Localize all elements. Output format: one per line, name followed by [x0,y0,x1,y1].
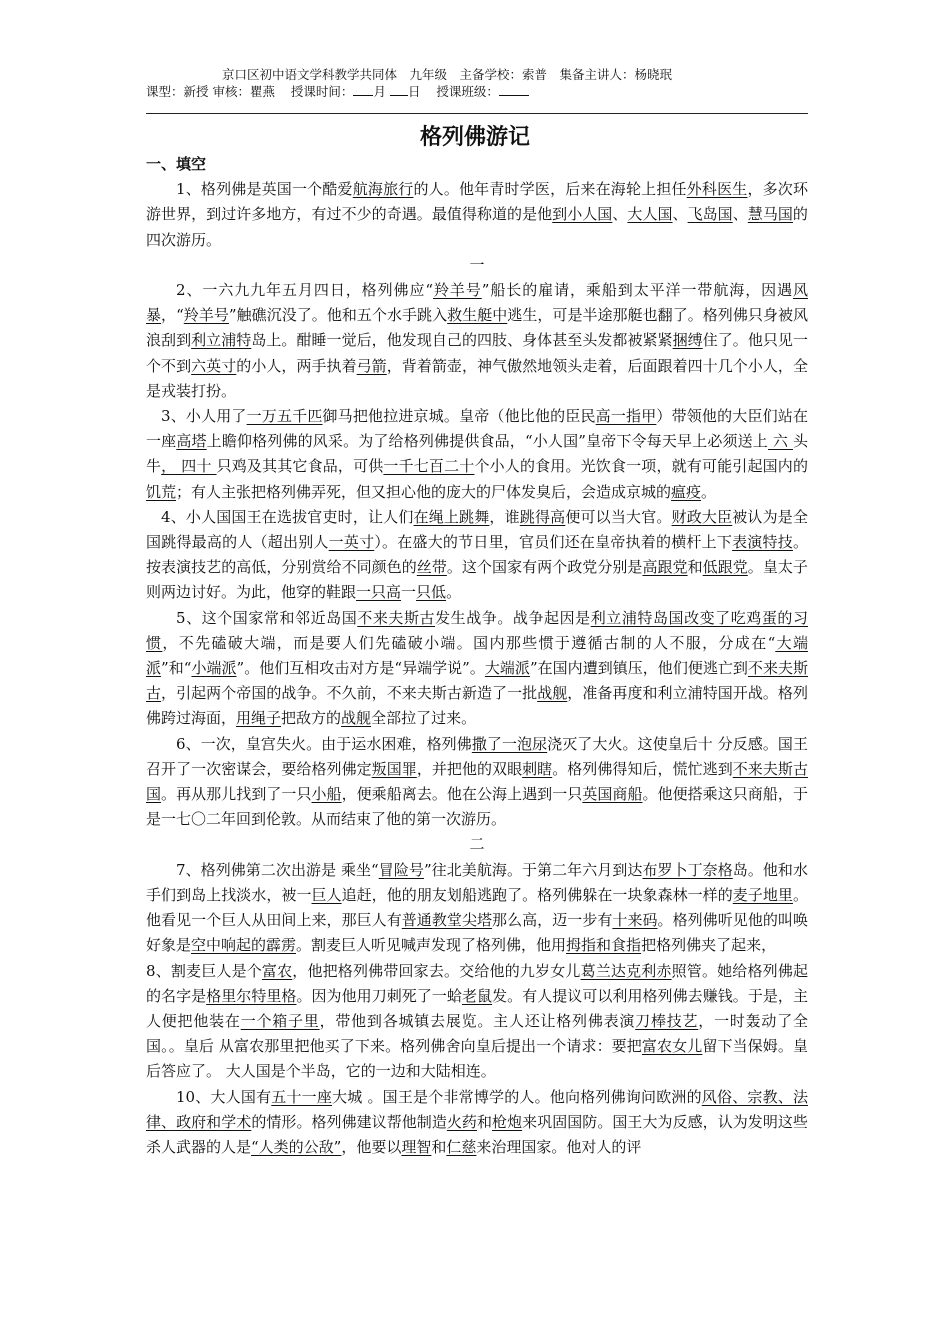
part-one-heading: 一 [469,255,485,274]
paragraph-text: 。这个国家有两个政党分别是 [446,558,643,577]
page-title: 格列佛游记 [419,125,530,150]
answer-blank: 葛兰达克利赤 [580,961,672,980]
part-two-heading: 二 [469,835,485,854]
paragraph-text: 。 [701,482,717,501]
answer-blank: 六英寸 [191,356,237,375]
document-body [146,152,808,1160]
answer-blank: 冒险号 [378,860,424,879]
class-label: 授课班级： [436,84,499,99]
paragraph-text: 8、割麦巨人是个 [146,961,262,980]
paragraph-text: 个小人的食用。光饮食一项，就有可能引起国内的 [474,457,808,476]
answer-blank: 航海旅行 [352,180,414,199]
paragraph-text: 的人。他年青时学医，后来在海轮上担任 [413,180,687,199]
paragraph-text: 。他看见一个巨人从田间上来，那巨人有 [146,885,808,930]
answer-blank: 战舰 [341,709,372,728]
paragraph-text: 5、这个国家常和邻近岛国 [176,608,358,627]
paragraph-text: ，背着箭壶，神气傲然地领头走着，后面跟着四十几个小人，全是戎装打扮。 [146,356,808,400]
answer-blank: 高一指甲 [595,407,657,426]
answer-blank: 羚羊号 [183,306,229,325]
paragraph-text: ”和“ [161,659,192,678]
paragraph-text: 岛。他和水手们到岛上找淡水，被一 [146,860,808,904]
paragraph-text: 只鸡及其其它食品，可供 [216,457,384,476]
paragraph-text: 、 [612,205,628,224]
answer-blank: 撒了一泡尿 [471,734,548,753]
paragraph-text: 。 [446,583,462,602]
answer-blank: 救生艇中 [447,306,508,325]
paragraph-text: 上瞻仰格列佛的风采。为了给格列佛提供食品，“小人国”皇帝下令每天早上必须送上 [206,432,768,451]
paragraph-6 [146,732,808,833]
paragraph-text: 来治理国家。他对人的评 [476,1137,642,1156]
answer-blank: 一英寸 [328,533,375,552]
answer-blank: 仁慈 [446,1137,477,1156]
paragraph-text: 。因为他用刀刺死了一蛤 [296,986,462,1005]
answer-blank: 不来夫斯古 [357,608,436,627]
answer-blank: 普通教堂尖塔 [401,911,493,930]
answer-blank: “人类的公敌” [251,1137,342,1156]
paragraph-5 [146,606,808,732]
lesson-time-label: 授课时间： [290,84,354,99]
paragraph-8 [146,959,808,1085]
answer-blank: 高塔 [176,432,207,451]
answer-blank: ， 四十 [161,457,217,476]
paragraph-text: 。格列佛听见他的叫唤 好象是 [146,911,808,955]
paragraph-text: 头牛 [146,432,808,476]
answer-blank: 高跟党 [642,558,688,577]
paragraph-4 [146,505,808,606]
answer-blank: 瘟疫 [671,482,702,501]
answer-blank: 不来夫斯古国 [146,759,808,804]
paragraph-7 [146,858,808,959]
paragraph-text: ，带他到各城镇去展览。主人还让格列佛表演 [319,1011,636,1030]
paragraph-text: 发生战争。战争起因是 [435,608,591,627]
paragraph-text: ，“ [161,306,184,325]
paragraph-text: ”在国内遭到镇压，他们便逃亡到 [529,659,748,678]
answer-blank: 利立浦特 [191,331,252,350]
paragraph-text: 3、小人用了 [161,407,247,426]
answer-blank: 布罗卜丁奈格 [642,860,733,879]
paragraph-text: 和 [687,558,703,577]
answer-blank: 大端派 [146,633,808,678]
day-blank [390,83,408,96]
paragraph-text: 留下当保姆。皇后答应了。 大人国是个半岛，它的一边和大陆相连。 [146,1037,808,1081]
answer-blank: 饥荒 [146,482,177,501]
answer-blank: 六 [767,432,793,451]
month-label: 月 [373,84,386,99]
paragraph-text: ；有人主张把格列佛弄死，但又担心他的庞大的尸体发臭后，会造成京城的 [176,482,672,501]
answer-blank: 风暴 [146,281,808,325]
answer-blank: 不来夫斯古 [146,659,808,703]
class-blank [499,83,529,96]
answer-blank: 巨人 [311,885,342,904]
answer-blank: 弓箭 [356,356,387,375]
paragraph-text: 把敌方的 [281,709,342,728]
paragraph-text: 来巩固国防。国王大为反感，认为发明这些杀人武器的人是 [146,1112,808,1156]
paragraph-3 [146,404,808,505]
answer-blank: 拇指和食指 [566,936,642,955]
day-label: 日 [407,84,421,99]
reviewer: 审核：瞿燕 [212,84,276,99]
answer-blank: 一万五千匹 [246,407,323,426]
paragraph-text: ）带领他的大臣们站在一座 [146,407,808,451]
paragraph-text: 住了。他只见一个不到 [146,331,808,375]
paragraph-text: 和 [476,1112,493,1131]
paragraph-text: 、 [672,205,688,224]
paragraph-text: 便可以当大官。 [565,507,672,526]
paragraph-text: 。他便搭乘这只商船，于是一七〇二年回到伦敦。从而结束了他的第一次游历。 [146,785,808,829]
answer-blank: 低跟党 [702,558,748,577]
paragraph-text: ，不先磕破大端，而是要人们先磕破小端。国内那些惯于遵循古制的人不服，分成在“ [162,633,776,652]
paragraph-text: ，引起两个帝国的战争。不久前，不来夫斯古新造了一批 [161,684,538,703]
paragraph-text: ，一时轰动了全国。。皇后 从富农那里把他买了下来。格列佛舍向皇后提出一个请求：要把 [146,1011,808,1056]
answer-blank: 理智 [401,1137,432,1156]
paragraph-text: 追赶，他的朋友划船逃跑了。格列佛躲在一块象森林一样的 [341,885,733,904]
paragraph-text: 、 [732,205,748,224]
paragraph-text: ，他把格列佛带回家去。交给他的九岁女儿 [292,961,581,980]
answer-blank: 利立浦特岛国改变了吃鸡蛋的习惯 [146,608,808,652]
answer-blank: 枪炮 [492,1112,523,1131]
paragraph-text: ，便乘船离去。他在公海上遇到一只 [341,785,583,804]
answer-blank: 战舰 [537,684,568,703]
paragraph-text: 全部拉了过来。 [371,709,477,728]
answer-blank: 外科医生 [686,180,748,199]
answer-blank: 刀棒技艺 [635,1011,699,1030]
answer-blank: 只低 [416,583,447,602]
answer-blank: 格里尔特里格 [206,986,297,1005]
paragraph-text: 。格列佛得知后，慌忙逃到 [552,759,733,778]
answer-blank: 到小人国 [552,205,613,224]
paragraph-10 [146,1085,808,1161]
answer-blank: 小端派 [191,659,237,678]
answer-blank: 用绳子 [236,709,282,728]
paragraph-text: 1、格列佛是英国一个酷爱 [176,180,353,199]
paragraph-text: ”船长的雇请，乘船到太平洋一带航海，因遇 [481,281,793,300]
answer-blank: 一千七百二十 [383,457,475,476]
paragraph-text: ，多次环游世界，到过许多地方，有过不少的奇遇。最值得称道的是他 [146,180,808,224]
answer-blank: 丝带 [416,558,447,577]
paragraph-text: ”。他们互相攻击对方是“异端学说”。 [236,659,485,678]
paragraph-text: ，准备再度和利立浦特国开战。格列佛跨过海面， [146,684,808,728]
paragraph-text: 。再从那儿找到了一只 [161,785,312,804]
paragraph-text: 的情形。格列佛建议帮他制造 [251,1112,447,1131]
answer-blank: 表演特技 [732,533,793,552]
paragraph-text: 6、一次，皇宫失火。由于运水困难，格列佛 [176,734,472,753]
answer-blank: 大人国 [627,205,673,224]
answer-blank: 麦子地里 [732,885,793,904]
answer-blank: 慧马国 [747,205,793,224]
paragraph-text: ，他要以 [341,1137,402,1156]
paragraph-text: 被认为是全国跳得最高的人（超出别人 [146,507,808,552]
answer-blank: 在绳上跳舞 [413,507,490,526]
answer-blank: 五十一座 [271,1087,333,1106]
paragraph-text: 10、大人国有 [176,1087,272,1106]
header-line-1: 京口区初中语文学科教学共同体 九年级 主备学校：索普 集备主讲人：杨晓珉 [222,67,673,82]
header-divider [146,113,808,114]
answer-blank: 刺瞎 [522,759,553,778]
paragraph-text: ”往北美航海。于第二年六月到达 [423,860,643,879]
answer-blank: 财政大臣 [671,507,733,526]
paragraph-text: ”触礁沉没了。他和五个水手跳入 [228,306,448,325]
paragraph-text: 御马把他拉进京城。皇帝（他比他的臣民 [322,407,596,426]
month-blank [353,83,373,96]
section-heading: 一、填空 [146,155,207,173]
lesson-type: 课型：新授 [146,84,209,99]
answer-blank: 小船 [311,785,342,804]
paragraph-text: 。按表演技艺的高低，分别赏给不同颜色的 [146,533,808,577]
paragraph-2 [146,278,808,404]
paragraph-text: 大城 。国王是个非常博学的人。他向格列佛询问欧洲的 [332,1087,702,1106]
paragraph-text: 照管。她给格列佛起的名字是 [146,961,808,1005]
answer-blank: 一只高 [356,583,402,602]
paragraph-text: 和 [431,1137,447,1156]
paragraph-text: 7、格列佛第二次出游是 乘坐“ [176,860,379,879]
answer-blank: 风俗、宗教、法律、政府和学术 [146,1087,808,1131]
paragraph-1 [146,177,808,253]
answer-blank: 老鼠 [461,986,493,1005]
answer-blank: 羚羊号 [433,281,482,300]
paragraph-text: ）。在盛大的节日里，官员们还在皇帝执着的横杆上下 [374,533,733,552]
answer-blank: 富农 [261,961,293,980]
paragraph-text: 浇灭了大火。这使皇后十 分反感。国王召开了一次密谋会，要给格列佛定 [146,734,808,778]
paragraph-text: 2、一六九九年五月四日，格列佛应“ [176,281,434,300]
answer-blank: 空中响起的霹雳 [191,936,297,955]
answer-blank: 大端派 [484,659,530,678]
answer-blank: 火药 [446,1112,477,1131]
paragraph-text: 4、小人国国王在选拔官吏时，让人们 [161,507,414,526]
paragraph-text: 发。有人提议可以利用格列佛去赚钱。于是，主人便把他装在 [146,986,808,1030]
answer-blank: 捆缚 [672,331,703,350]
paragraph-text: 逃生，可是半途那艇也翻了。格列佛只身被风浪刮到 [146,306,808,350]
paragraph-text: 把格列佛夹了起来， [641,936,777,955]
paragraph-text: 的四次游历。 [146,205,808,249]
answer-blank: 富农女儿 [641,1037,703,1056]
paragraph-text: ，谁 [489,507,520,526]
answer-blank: 十来码 [612,911,658,930]
paragraph-text: 岛上。酣睡一觉后，他发现自己的四肢、身体甚至头发都被紧紧 [251,331,673,350]
answer-blank: 英国商船 [582,785,643,804]
header-line-2 [146,83,529,100]
paragraph-text: ，并把他的双眼 [416,759,523,778]
answer-blank: 飞岛国 [687,205,733,224]
paragraph-text: 。皇太子则两边讨好。为此，他穿的鞋跟 [146,558,808,602]
paragraph-text: 那么高，迈一步有 [492,911,613,930]
answer-blank: 跳得高 [519,507,566,526]
answer-blank: 叛国罪 [371,759,417,778]
paragraph-text: 。割麦巨人听见喊声发现了格列佛，他用 [296,936,567,955]
answer-blank: 一个箱子里 [240,1011,320,1030]
paragraph-text: 一 [401,583,417,602]
paragraph-text: 的小人，两手执着 [236,356,357,375]
